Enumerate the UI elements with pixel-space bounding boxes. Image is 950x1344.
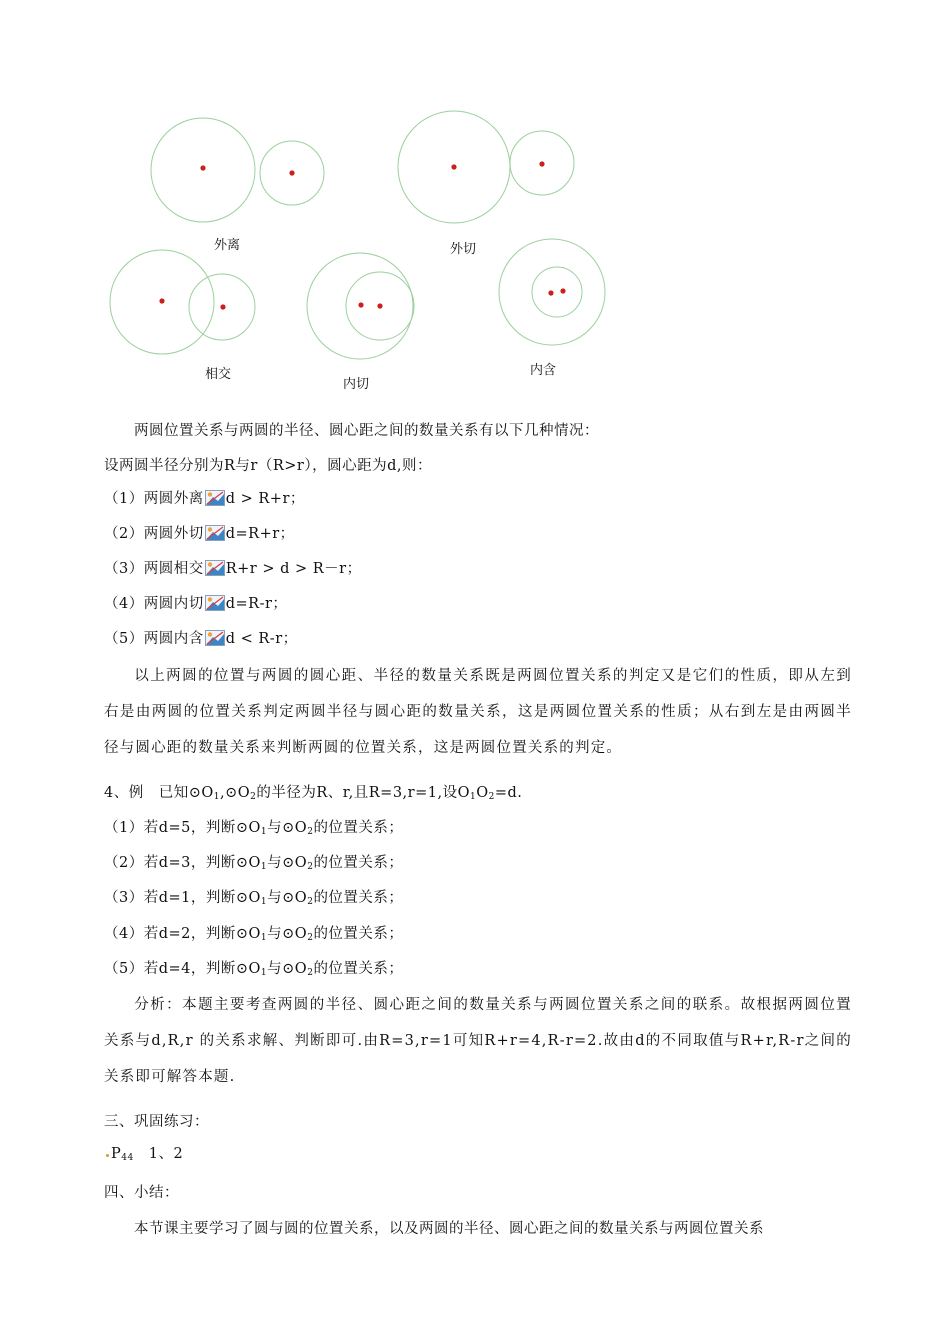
subscript: 1: [260, 968, 268, 978]
case-prefix: （5）两圆内含: [104, 631, 204, 647]
case-line-3: [104, 559, 362, 579]
question-line-1: [104, 818, 403, 842]
example-line: 4、例 已知$⊙O_1,⊙O_2$的半径为R、r,且R=3,r=1,设$O_1O_2=d$.: [104, 785, 523, 802]
question-mid: 与⊙O: [267, 890, 308, 906]
question-suffix: 的位置关系；: [313, 820, 404, 836]
broken-image-icon: [205, 525, 225, 541]
section3-title: 三、巩固练习：: [104, 1114, 209, 1130]
question-line-3: [104, 888, 403, 912]
center-point: [451, 164, 456, 169]
subscript: 2: [307, 933, 314, 943]
closing-line: 本节课主要学习了圆与圆的位置关系，以及两圆的半径、圆心距之间的数量关系与两圆位置关系: [134, 1221, 764, 1237]
question-prefix: （2）若d=3，判断⊙O: [104, 855, 261, 871]
center-point: [200, 165, 205, 170]
case-formula: d=R+r；: [225, 526, 295, 542]
question-suffix: 的位置关系；: [313, 855, 404, 871]
question-prefix: （3）若d=1，判断⊙O: [104, 890, 261, 906]
center-point: [220, 304, 225, 309]
diagram-xiangjiao: [110, 250, 255, 354]
broken-image-icon: [205, 560, 225, 576]
analysis-text: 分析：本题主要考查两圆的半径、圆心距之间的数量关系与两圆位置关系之间的联系。故根据两圆位置关系与d,R,r 的关系求解、判断即可.由R=3,r=1可知R+r=4,R-r=2.故由d的不同取值与R+r,R-r之间的关系即可解答本题.: [104, 997, 852, 1085]
example-mid: ,⊙O: [220, 785, 251, 801]
question-mid: 与⊙O: [267, 855, 308, 871]
center-point: [377, 303, 382, 308]
case-formula: d=R-r；: [225, 596, 288, 612]
center-point: [539, 161, 544, 166]
intro-line: 两圆位置关系与两圆的半径、圆心距之间的数量关系有以下几种情况：: [134, 423, 599, 439]
question-mid: 与⊙O: [267, 961, 308, 977]
example-end: =d.: [494, 785, 523, 801]
question-line-2: [104, 853, 403, 877]
broken-image-icon: [205, 630, 225, 646]
subscript: 2: [307, 897, 314, 907]
subscript: 2: [250, 792, 257, 802]
question-suffix: 的位置关系；: [313, 890, 404, 906]
circle-outline: [532, 267, 582, 317]
question-line-4: [104, 924, 403, 948]
diagram-neiqie: [307, 253, 414, 359]
analysis-paragraph: [104, 987, 852, 1095]
case-formula: R+r > d > R－r；: [225, 561, 362, 577]
label-neiqie: 内切: [343, 377, 370, 392]
practice-line: [104, 1144, 183, 1168]
example-head: 4、例 已知⊙O: [104, 785, 214, 801]
subscript: 1: [260, 933, 268, 943]
case-prefix: （3）两圆相交: [104, 561, 204, 577]
question-line-5: [104, 959, 403, 983]
case-prefix: （2）两圆外切: [104, 526, 204, 542]
label-waili: 外离: [214, 238, 241, 253]
question-prefix: （1）若d=5，判断⊙O: [104, 820, 261, 836]
broken-image-icon: [205, 490, 225, 506]
diagram-waiqie: [398, 111, 574, 223]
subscript: 1: [260, 862, 268, 872]
broken-image-icon: [205, 595, 225, 611]
subscript: 2: [307, 827, 314, 837]
case-line-5: [104, 629, 298, 649]
case-prefix: （1）两圆外离: [104, 491, 204, 507]
center-point: [358, 302, 363, 307]
question-mid: 与⊙O: [267, 820, 308, 836]
question-suffix: 的位置关系；: [313, 926, 404, 942]
subscript: 2: [488, 792, 495, 802]
center-point: [289, 170, 294, 175]
circle-relations-figure: [0, 0, 950, 400]
practice-items: 1、2: [133, 1146, 184, 1162]
label-xiangjiao: 相交: [205, 367, 232, 382]
center-point: [548, 290, 553, 295]
case-line-1: [104, 489, 305, 509]
example-tail: 的半径为R、r,且R=3,r=1,设O: [256, 785, 470, 801]
practice-p: P: [111, 1146, 122, 1162]
label-waiqie: 外切: [450, 242, 477, 257]
summary-paragraph: [104, 658, 852, 766]
question-prefix: （5）若d=4，判断⊙O: [104, 961, 261, 977]
subscript: 2: [307, 968, 314, 978]
subscript: 1: [469, 792, 477, 802]
question-suffix: 的位置关系；: [313, 961, 404, 977]
subscript: 1: [260, 827, 268, 837]
subscript: 44: [121, 1153, 134, 1163]
case-formula: d < R-r；: [225, 631, 298, 647]
case-formula: d > R+r；: [225, 491, 305, 507]
label-neihan: 内含: [530, 363, 557, 378]
center-point: [560, 288, 565, 293]
case-line-4: [104, 594, 287, 614]
subscript: 2: [307, 862, 314, 872]
question-mid: 与⊙O: [267, 926, 308, 942]
diagram-waili: [151, 118, 324, 222]
case-prefix: （4）两圆内切: [104, 596, 204, 612]
summary-text: 以上两圆的位置与两圆的圆心距、半径的数量关系既是两圆位置关系的判定又是它们的性质，即从左到右是由两圆的位置关系判定两圆半径与圆心距的数量关系，这是两圆位置关系的性质；从右到左是由两圆半径与圆心距的数量关系来判断两圆的位置关系，这是两圆位置关系的判定。: [104, 668, 852, 756]
section4-title: 四、小结：: [104, 1185, 179, 1201]
subscript: 1: [260, 897, 268, 907]
question-prefix: （4）若d=2，判断⊙O: [104, 926, 261, 942]
case-line-2: [104, 524, 295, 544]
diagram-neihan: [499, 239, 605, 345]
bullet-dot: [106, 1154, 109, 1157]
setup-line: 设两圆半径分别为R与r（R>r），圆心距为d,则：: [104, 458, 432, 474]
center-point: [159, 298, 164, 303]
subscript: 1: [213, 792, 220, 802]
